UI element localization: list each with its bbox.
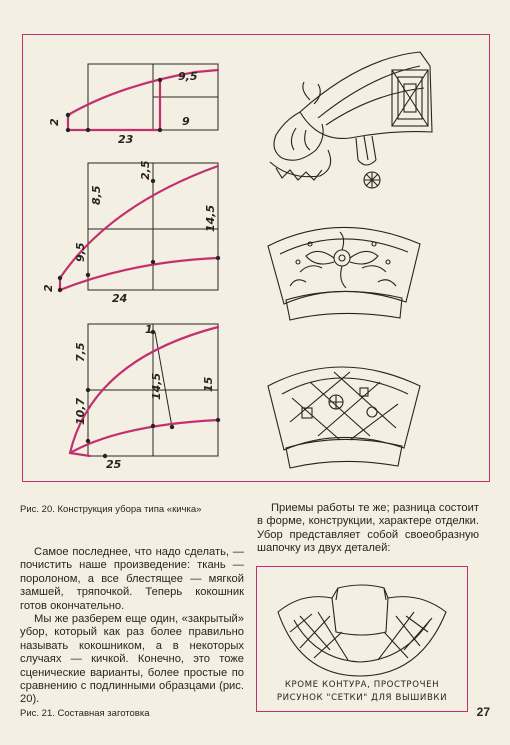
pattern-diagram-2-points	[58, 179, 220, 292]
label-15: 15	[202, 376, 215, 392]
label-14-5: 14,5	[204, 204, 217, 232]
label-10-7: 10,7	[74, 397, 87, 425]
left-column-text	[20, 546, 244, 707]
paragraph: Самое последнее, что надо сделать, — почистить наше произведение: ткань — поролоном, а все блестящее — мягкой замшей, тряпочкой. Теперь кокошник готов окончательно.	[20, 546, 244, 612]
pattern-diagram-3-cut-lines	[70, 327, 218, 456]
label-23: 23	[118, 133, 134, 146]
label-25: 25	[106, 458, 122, 471]
label-2-5: 2,5	[139, 160, 152, 180]
page-number: 27	[476, 705, 490, 719]
figure-21-caption: Рис. 21. Составная заготовка	[20, 708, 150, 719]
headdress-band-floral	[268, 227, 420, 320]
paragraph: Приемы работы те же; разница состоит в форме, конструкции, характере отделки. Убор представляет собой своеобразную шапочку из двух деталей:	[257, 502, 479, 555]
label-8-5: 8,5	[90, 185, 103, 205]
label-2: 2	[48, 118, 61, 126]
label-9: 9	[182, 115, 190, 128]
pattern-diagram-1-points	[66, 78, 162, 132]
headdress-band-lattice	[268, 367, 420, 468]
paragraph: Мы же разберем еще один, «закрытый» убор, который как раз более правильно называть кокошником, а в некоторых случаях — кичкой. Конечно, это тоже сценические варианты, более простые по сравнению с подлинными образцами (рис. 20).	[20, 613, 244, 706]
label-14-5-b: 14,5	[150, 372, 163, 400]
right-column-text	[257, 502, 479, 556]
pattern-diagram-2-cut-lines	[60, 166, 218, 290]
label-24: 24	[112, 292, 128, 305]
figure-21-note-line-2: РИСУНОК "СЕТКИ" ДЛЯ ВЫШИВКИ	[276, 693, 448, 703]
label-1: 1	[145, 323, 153, 336]
figure-21-note-line-1: КРОМЕ КОНТУРА, ПРОСТРОЧЕН	[284, 680, 440, 690]
label-2-b: 2	[42, 284, 55, 292]
label-7-5: 7,5	[74, 342, 87, 362]
figure-21-frame	[256, 566, 468, 712]
headdress-sketch-side	[270, 52, 432, 188]
figure-20-caption: Рис. 20. Конструкция убора типа «кичка»	[20, 504, 202, 515]
label-9-5-b: 9,5	[74, 242, 87, 262]
label-9-5: 9,5	[178, 70, 198, 83]
